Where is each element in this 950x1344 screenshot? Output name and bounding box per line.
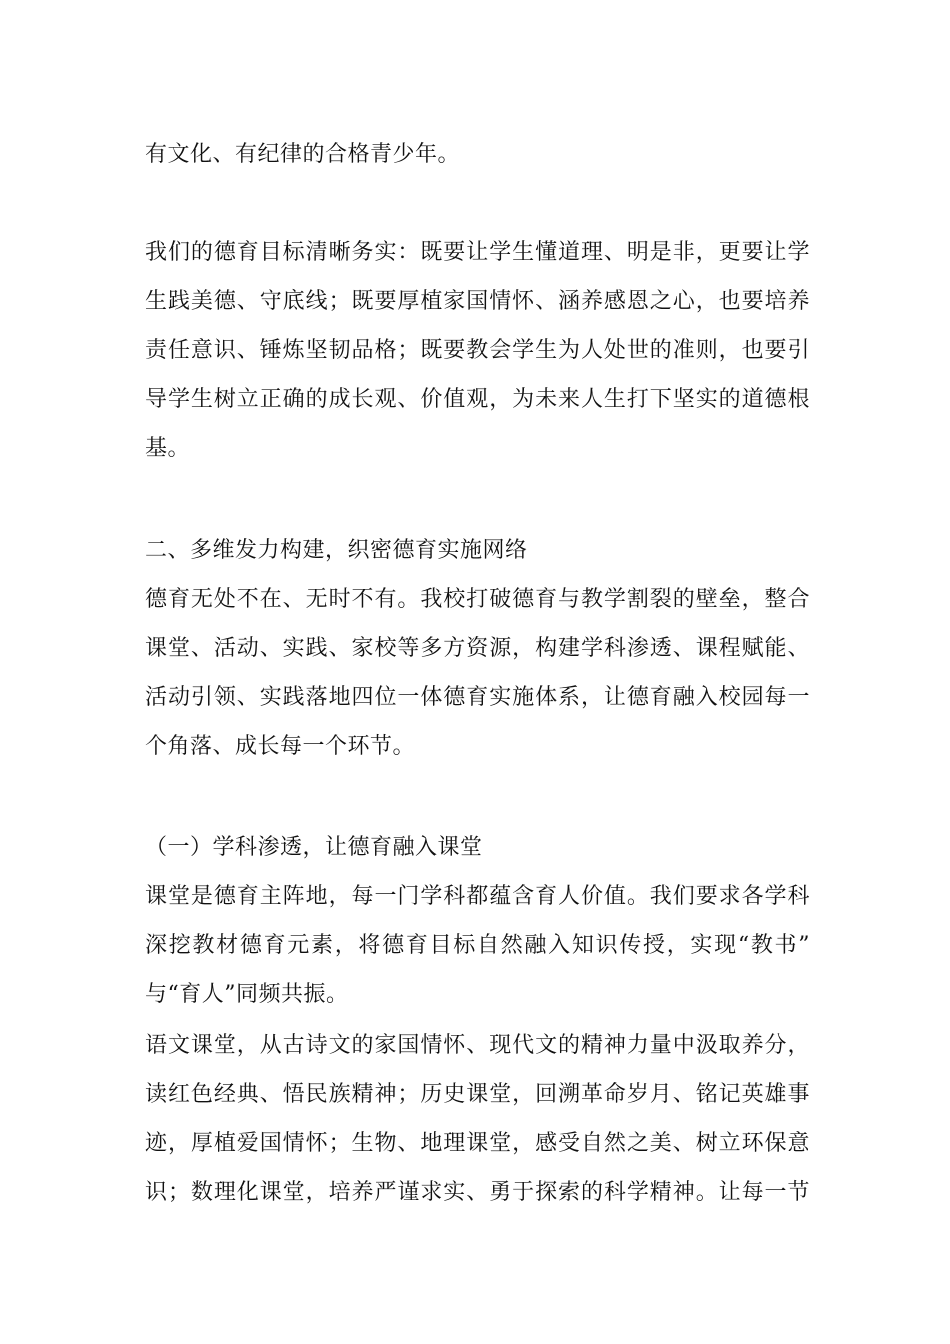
paragraph-line: 语文课堂，从古诗文的家国情怀、现代文的精神力量中汲取养分， (145, 1033, 810, 1058)
paragraph-line: 课堂是德育主阵地，每一门学科都蕴含育人价值。我们要求各学科 (145, 884, 810, 909)
paragraph-line: 生践美德、守底线；既要厚植家国情怀、涵养感恩之心，也要培养 (145, 289, 810, 314)
paragraph-line: 有文化、有纪律的合格青少年。 (145, 142, 461, 167)
paragraph-line: 导学生树立正确的成长观、价值观，为未来人生打下坚实的道德根 (145, 387, 810, 412)
paragraph-line: 活动引领、实践落地四位一体德育实施体系，让德育融入校园每一 (145, 685, 810, 710)
paragraph-line: 德育无处不在、无时不有。我校打破德育与教学割裂的壁垒，整合 (145, 587, 810, 612)
paragraph-line: 迹，厚植爱国情怀；生物、地理课堂，感受自然之美、树立环保意 (145, 1131, 810, 1156)
subsection-heading: （一）学科渗透，让德育融入课堂 (145, 835, 483, 860)
paragraph-line: 我们的德育目标清晰务实：既要让学生懂道理、明是非，更要让学 (145, 240, 810, 265)
paragraph-line: 责任意识、锤炼坚韧品格；既要教会学生为人处世的准则，也要引 (145, 338, 810, 363)
paragraph-line: 课堂、活动、实践、家校等多方资源，构建学科渗透、课程赋能、 (145, 636, 810, 661)
paragraph-line: 深挖教材德育元素，将德育目标自然融入知识传授，实现“教书” (145, 933, 810, 958)
paragraph-line: 识；数理化课堂，培养严谨求实、勇于探索的科学精神。让每一节 (145, 1180, 810, 1205)
paragraph-line: 读红色经典、悟民族精神；历史课堂，回溯革命岁月、铭记英雄事 (145, 1082, 810, 1107)
paragraph-line: 个角落、成长每一个环节。 (145, 734, 416, 759)
paragraph-line: 与“育人”同频共振。 (145, 982, 349, 1007)
paragraph-line: 基。 (145, 436, 191, 461)
section-heading: 二、多维发力构建，织密德育实施网络 (145, 538, 528, 563)
